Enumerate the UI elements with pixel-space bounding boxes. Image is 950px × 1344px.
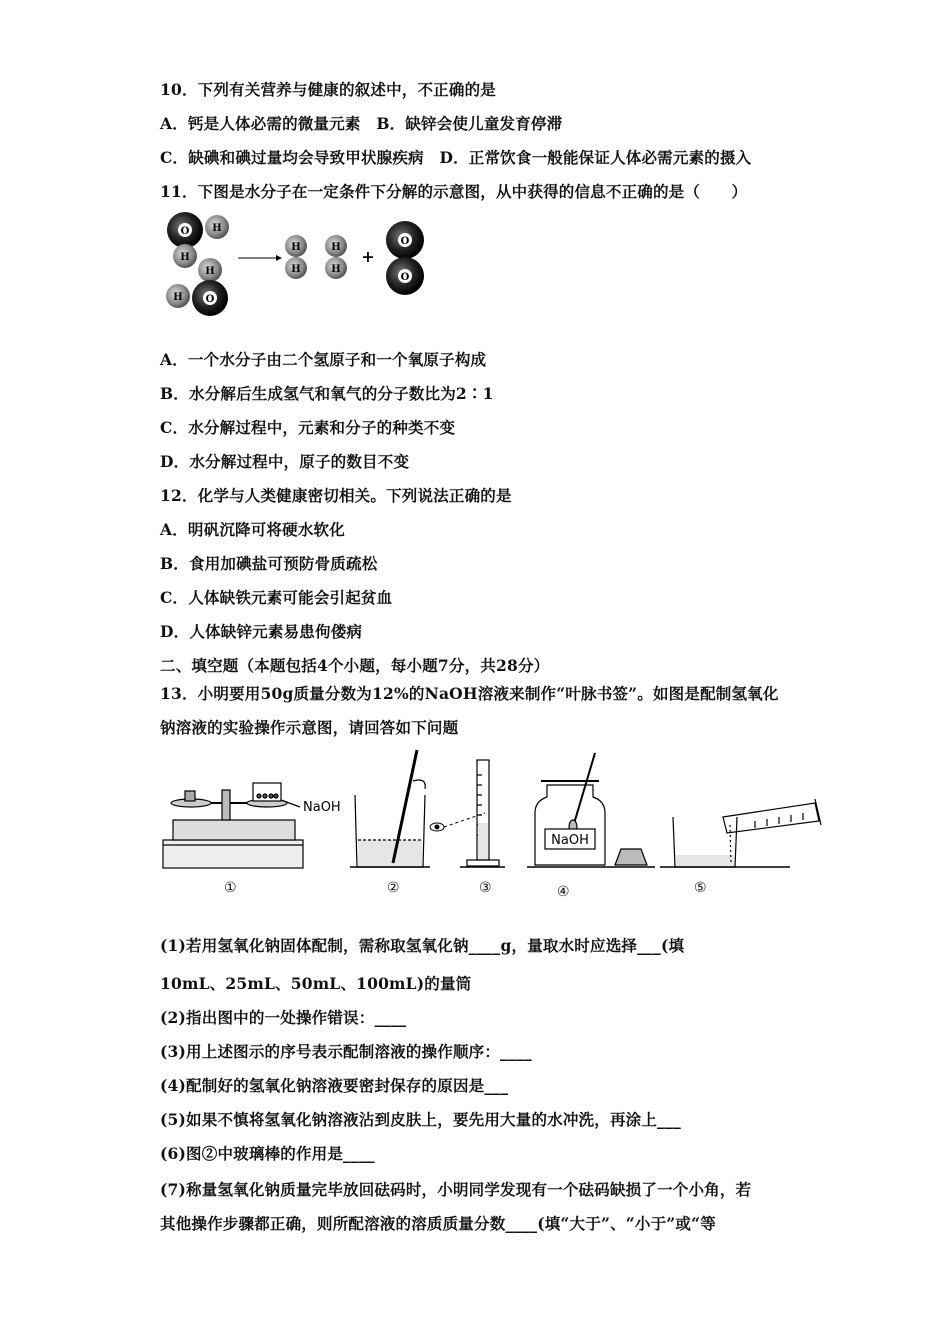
pouring-into-beaker (660, 799, 821, 867)
q13-part6: (6)图②中玻璃棒的作用是____ (160, 1144, 375, 1163)
q11-option-b: B．水分解后生成氢气和氧气的分子数比为2∶1 (160, 384, 494, 403)
atom-h: H (212, 223, 222, 234)
q13-part2: (2)指出图中的一处操作错误：____ (160, 1008, 407, 1027)
figure-number-5: ⑤ (694, 880, 707, 896)
q13-part7-line1: (7)称量氢氧化钠质量完毕放回砝码时，小明同学发现有一个砝码缺损了一个小角，若 (160, 1180, 752, 1199)
atom-o: O (205, 294, 215, 305)
atom-o: O (180, 226, 190, 237)
oxygen-molecule (386, 221, 424, 295)
graduated-cylinder (460, 760, 505, 867)
q11-option-a: A．一个水分子由二个氢原子和一个氧原子构成 (160, 350, 487, 369)
q13-part7-line2: 其他操作步骤都正确，则所配溶液的溶质质量分数____(填“大于”、“小于”或“等 (160, 1214, 716, 1233)
q10-stem: 10．下列有关营养与健康的叙述中，不正确的是 (160, 80, 496, 99)
q12-option-a: A．明矾沉降可将硬水软化 (160, 520, 345, 539)
hydrogen-molecule-1 (285, 235, 307, 279)
figure-number-1: ① (224, 880, 237, 896)
atom-h: H (331, 242, 341, 253)
section-title: 二、填空题（本题包括4个小题，每小题7分，共28分） (160, 656, 550, 675)
q13-part1-line1: (1)若用氢氧化钠固体配制，需称取氢氧化钠____g，量取水时应选择___(填 (160, 936, 685, 955)
q13-part3: (3)用上述图示的序号表示配制溶液的操作顺序：____ (160, 1042, 532, 1061)
naoh-label: NaOH (303, 800, 341, 815)
water-molecule-1 (167, 212, 229, 248)
atom-o: O (400, 272, 410, 283)
reaction-arrow-icon (238, 255, 282, 261)
q12-option-c: C．人体缺铁元素可能会引起贫血 (160, 588, 393, 607)
atom-o: O (400, 236, 410, 247)
q12-stem: 12．化学与人类健康密切相关。下列说法正确的是 (160, 486, 512, 505)
reagent-jar (527, 753, 655, 867)
balance-scale (163, 783, 303, 868)
q13-part5: (5)如果不慎将氢氧化钠溶液沾到皮肤上，要先用大量的水冲洗，再涂上___ (160, 1110, 681, 1129)
beaker-with-stirring-rod (350, 750, 430, 867)
q12-option-b: B．食用加碘盐可预防骨质疏松 (160, 554, 378, 573)
q13-part1-line2: 10mL、25mL、50mL、100mL)的量筒 (160, 974, 472, 993)
figure-number-4: ④ (557, 884, 570, 900)
atom-h: H (180, 252, 190, 263)
q10-options-cd: C．缺碘和碘过量均会导致甲状腺疾病 D．正常饮食一般能保证人体必需元素的摄入 (160, 148, 752, 167)
q11-option-c: C．水分解过程中，元素和分子的种类不变 (160, 418, 456, 437)
figure-number-2: ② (387, 880, 400, 896)
q13-part4: (4)配制好的氢氧化钠溶液要密封保存的原因是___ (160, 1076, 509, 1095)
atom-h: H (205, 266, 215, 277)
figure-number-3: ③ (479, 880, 492, 896)
plus-sign: + (361, 247, 375, 266)
atom-h: H (331, 264, 341, 275)
q11-stem: 11．下图是水分子在一定条件下分解的示意图，从中获得的信息不正确的是（ ） (160, 182, 748, 201)
q12-option-d: D．人体缺锌元素易患佝偻病 (160, 622, 363, 641)
atom-h: H (291, 264, 301, 275)
jar-label: NaOH (551, 833, 589, 848)
q11-option-d: D．水分解过程中，原子的数目不变 (160, 452, 410, 471)
atom-h: H (173, 292, 183, 303)
q13-stem-line1: 13．小明要用50g质量分数为12%的NaOH溶液来制作“叶脉书签”。如图是配制氢氧化 (160, 684, 779, 703)
atom-h: H (291, 242, 301, 253)
q10-options-ab: A．钙是人体必需的微量元素 B．缺锌会使儿童发育停滞 (160, 114, 563, 133)
hydrogen-molecule-2 (325, 235, 347, 279)
water-molecule-3 (166, 280, 228, 316)
q13-stem-line2: 钠溶液的实验操作示意图，请回答如下问题 (160, 718, 459, 737)
water-decomposition-diagram (160, 210, 440, 322)
water-molecule-2 (173, 244, 222, 282)
